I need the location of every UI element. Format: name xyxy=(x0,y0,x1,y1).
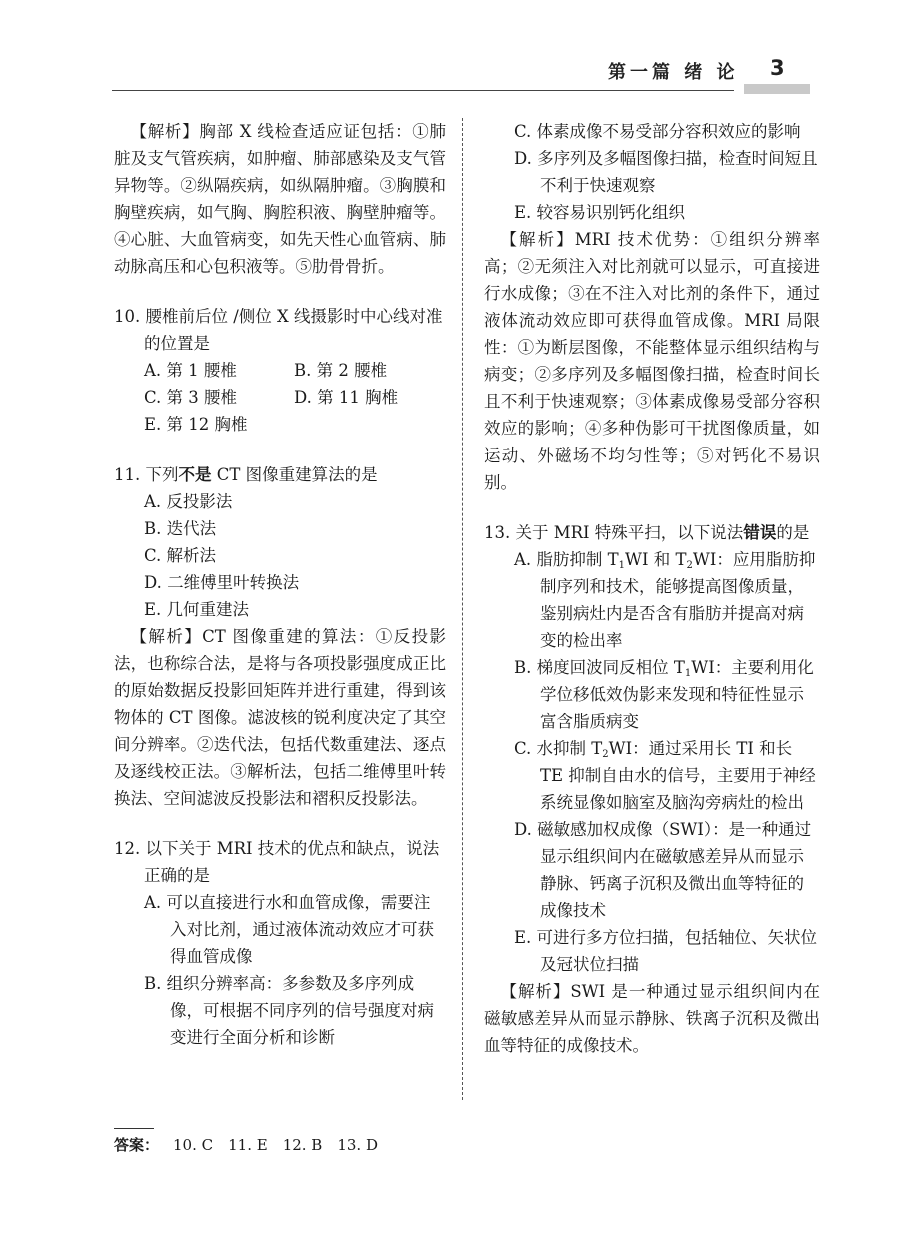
question-10 xyxy=(114,303,446,438)
header-bar xyxy=(744,84,810,94)
answer-values: 10. C 11. E 12. B 13. D xyxy=(173,1136,378,1154)
option-e: E. 可进行多方位扫描，包括轴位、矢状位及冠状位扫描 xyxy=(514,928,818,974)
option-b: B. 梯度回波同反相位 $T_1WI$：主要利用化学位移低效伪影来发现和特征性显示富含脂质病变 xyxy=(514,658,814,731)
answer-label: 答案： xyxy=(114,1136,160,1154)
header-rule xyxy=(112,90,734,91)
chapter-title: 第一篇 绪 论 xyxy=(608,62,739,83)
question-stem: 11. 下列不是 CT 图像重建算法的是 xyxy=(114,465,378,484)
option-b: B. 迭代法 xyxy=(144,519,217,538)
option-b: B. 第 2 腰椎 xyxy=(294,361,388,380)
option-e: E. 较容易识别钙化组织 xyxy=(514,203,686,222)
option-d: D. 第 11 胸椎 xyxy=(294,388,399,407)
option-e: E. 第 12 胸椎 xyxy=(144,415,248,434)
column-divider xyxy=(462,118,463,1100)
right-column xyxy=(484,118,820,1059)
option-a: A. 可以直接进行水和血管成像，需要注入对比剂，通过液体流动效应才可获得血管成像 xyxy=(144,893,434,966)
question-stem: 12. 以下关于 MRI 技术的优点和缺点，说法正确的是 xyxy=(114,839,440,885)
option-c: C. 体素成像不易受部分容积效应的影响 xyxy=(514,122,801,141)
option-a: A. 反投影法 xyxy=(144,492,233,511)
analysis-q12: 【解析】MRI 技术优势：①组织分辨率高；②无须注入对比剂就可以显示，可直接进行水成像；③在不注入对比剂的条件下，通过液体流动效应即可获得血管成像。MRI 局限性：①为断层图像，不能整体显示组织结构与病变；②多序列及多幅图像扫描，检查时间长且不利于快速观察；③体素成像易受部分容积效应的影响；④多种伪影可干扰图像质量，如运动、外磁场不均匀性等；⑤对钙化不易识别。 xyxy=(484,230,820,492)
option-b: B. 组织分辨率高：多参数及多序列成像，可根据不同序列的信号强度对病变进行全面分析和诊断 xyxy=(144,974,434,1047)
question-stem: 10. 腰椎前后位 /侧位 X 线摄影时中心线对准的位置是 xyxy=(114,307,443,353)
question-13 xyxy=(484,519,820,1059)
analysis-q13: 【解析】SWI 是一种通过显示组织间内在磁敏感差异从而显示静脉、铁离子沉积及微出血等特征的成像技术。 xyxy=(484,982,820,1055)
page-number: 3 xyxy=(770,56,785,80)
option-c: C. 第 3 腰椎 xyxy=(144,388,238,407)
answer-key xyxy=(114,1134,378,1155)
option-a: A. 脂肪抑制 $T_1WI$ 和 $T_2WI$：应用脂肪抑制序列和技术，能够提高图像质量，鉴别病灶内是否含有脂肪并提高对病变的检出率 xyxy=(514,550,816,650)
option-d: D. 二维傅里叶转换法 xyxy=(144,573,300,592)
option-c: C. 解析法 xyxy=(144,546,217,565)
left-column xyxy=(114,118,446,1051)
option-a: A. 第 1 腰椎 xyxy=(144,361,237,380)
analysis-q11: 【解析】CT 图像重建的算法：①反投影法，也称综合法，是将与各项投影强度成正比的原始数据反投影回矩阵并进行重建，得到该物体的 CT 图像。滤波核的锐利度决定了其空间分辨率。②迭代法，包括代数重建法、逐点及逐线校正法。③解析法，包括二维傅里叶转换法、空间滤波反投影法和褶积反投影法。 xyxy=(114,627,446,808)
question-stem: 13. 关于 MRI 特殊平扫，以下说法错误的是 xyxy=(484,523,810,542)
option-d: D. 多序列及多幅图像扫描，检查时间短且不利于快速观察 xyxy=(514,149,818,195)
question-12-continued xyxy=(484,118,820,496)
option-d: D. 磁敏感加权成像（SWI）：是一种通过显示组织间内在磁敏感差异从而显示静脉、钙离子沉积及微出血等特征的成像技术 xyxy=(514,820,812,920)
footer-rule xyxy=(114,1128,154,1129)
question-12 xyxy=(114,835,446,1051)
option-c: C. 水抑制 $T_2WI$：通过采用长 TI 和长 TE 抑制自由水的信号，主要用于神经系统显像如脑室及脑沟旁病灶的检出 xyxy=(514,739,816,812)
question-11 xyxy=(114,461,446,812)
option-e: E. 几何重建法 xyxy=(144,600,250,619)
analysis-q9: 【解析】胸部 X 线检查适应证包括：①肺脏及支气管疾病，如肿瘤、肺部感染及支气管异物等。②纵隔疾病，如纵隔肿瘤。③胸膜和胸壁疾病，如气胸、胸腔积液、胸壁肿瘤等。④心脏、大血管病变，如先天性心血管病、肺动脉高压和心包积液等。⑤肋骨骨折。 xyxy=(114,122,446,276)
